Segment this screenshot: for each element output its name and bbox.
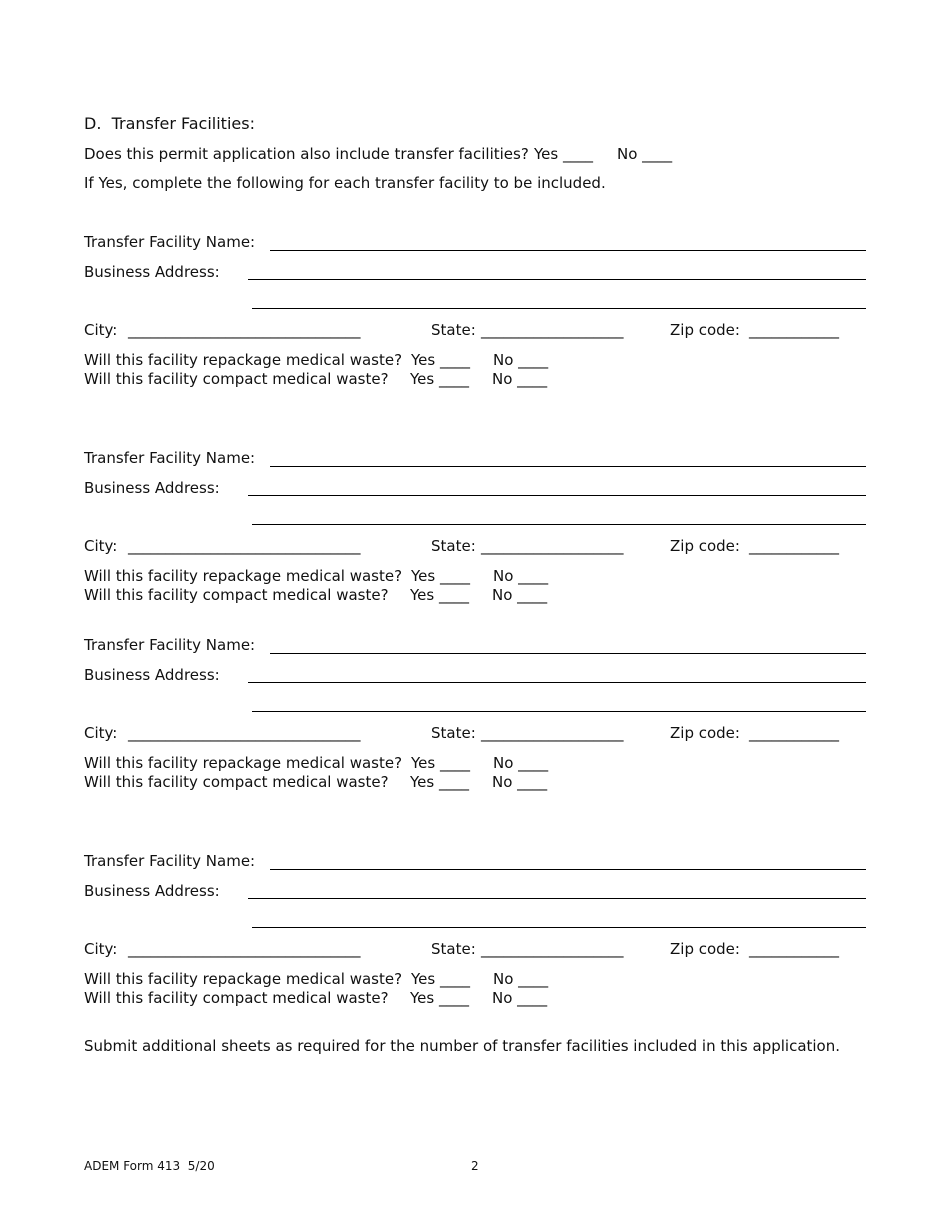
facility-4-repackage-yes[interactable]: Yes ____ (411, 970, 470, 988)
facility-4-repackage-no[interactable]: No ____ (493, 970, 549, 988)
facility-2-address-field-1[interactable] (248, 495, 866, 496)
facility-3-compact-question: Will this facility compact medical waste? (84, 773, 389, 791)
facility-4-address-label: Business Address: (84, 882, 220, 900)
facility-3-compact-yes[interactable]: Yes ____ (410, 773, 469, 791)
facility-3-compact-no[interactable]: No ____ (492, 773, 548, 791)
include-no-field[interactable]: No ____ (617, 145, 673, 163)
facility-4-state-label: State: (431, 940, 476, 958)
facility-3-state-field[interactable]: ___________________ (481, 724, 624, 742)
facility-2-city-label: City: (84, 537, 118, 555)
additional-sheets-note: Submit additional sheets as required for the number of transfer facilities included in this application. (84, 1037, 841, 1055)
facility-2-name-label: Transfer Facility Name: (84, 449, 256, 467)
include-question: Does this permit application also include transfer facilities? (84, 145, 529, 163)
facility-4-compact-question: Will this facility compact medical waste? (84, 989, 389, 1007)
facility-4-city-label: City: (84, 940, 118, 958)
facility-4-zip-label: Zip code: (670, 940, 740, 958)
facility-2-zip-field[interactable]: ____________ (749, 537, 839, 555)
facility-1-city-label: City: (84, 321, 118, 339)
facility-4-compact-yes[interactable]: Yes ____ (410, 989, 469, 1007)
facility-2-city-field[interactable]: _______________________________ (128, 537, 361, 555)
facility-1-address-label: Business Address: (84, 263, 220, 281)
facility-3-repackage-yes[interactable]: Yes ____ (411, 754, 470, 772)
facility-1-city-field[interactable]: _______________________________ (128, 321, 361, 339)
facility-2-zip-label: Zip code: (670, 537, 740, 555)
facility-3-address-field-2[interactable] (252, 711, 866, 712)
facility-1-address-field-1[interactable] (248, 279, 866, 280)
facility-3-zip-field[interactable]: ____________ (749, 724, 839, 742)
facility-2-repackage-question: Will this facility repackage medical waste? (84, 567, 403, 585)
facility-3-city-field[interactable]: _______________________________ (128, 724, 361, 742)
page-number: 2 (471, 1159, 479, 1173)
facility-4-address-field-2[interactable] (252, 927, 866, 928)
facility-2-repackage-no[interactable]: No ____ (493, 567, 549, 585)
facility-3-state-label: State: (431, 724, 476, 742)
facility-2-name-field[interactable] (270, 466, 866, 467)
facility-1-repackage-no[interactable]: No ____ (493, 351, 549, 369)
facility-3-address-field-1[interactable] (248, 682, 866, 683)
facility-1-compact-no[interactable]: No ____ (492, 370, 548, 388)
facility-1-name-field[interactable] (270, 250, 866, 251)
facility-4-repackage-question: Will this facility repackage medical waste? (84, 970, 403, 988)
form-id: ADEM Form 413 5/20 (84, 1159, 215, 1173)
facility-1-repackage-question: Will this facility repackage medical waste? (84, 351, 403, 369)
facility-3-repackage-no[interactable]: No ____ (493, 754, 549, 772)
facility-4-zip-field[interactable]: ____________ (749, 940, 839, 958)
facility-2-state-field[interactable]: ___________________ (481, 537, 624, 555)
facility-1-compact-question: Will this facility compact medical waste? (84, 370, 389, 388)
facility-2-compact-question: Will this facility compact medical waste? (84, 586, 389, 604)
section-title: D. Transfer Facilities: (84, 114, 255, 133)
facility-1-state-field[interactable]: ___________________ (481, 321, 624, 339)
facility-2-state-label: State: (431, 537, 476, 555)
facility-3-city-label: City: (84, 724, 118, 742)
facility-4-name-label: Transfer Facility Name: (84, 852, 256, 870)
include-yes-field[interactable]: Yes ____ (534, 145, 593, 163)
facility-4-compact-no[interactable]: No ____ (492, 989, 548, 1007)
facility-3-zip-label: Zip code: (670, 724, 740, 742)
facility-3-address-label: Business Address: (84, 666, 220, 684)
facility-4-state-field[interactable]: ___________________ (481, 940, 624, 958)
facility-3-name-field[interactable] (270, 653, 866, 654)
facility-4-city-field[interactable]: _______________________________ (128, 940, 361, 958)
facility-3-repackage-question: Will this facility repackage medical waste? (84, 754, 403, 772)
facility-1-compact-yes[interactable]: Yes ____ (410, 370, 469, 388)
facility-1-name-label: Transfer Facility Name: (84, 233, 256, 251)
facility-1-address-field-2[interactable] (252, 308, 866, 309)
facility-1-zip-label: Zip code: (670, 321, 740, 339)
instruction-text: If Yes, complete the following for each transfer facility to be included. (84, 174, 606, 192)
facility-2-address-label: Business Address: (84, 479, 220, 497)
facility-3-name-label: Transfer Facility Name: (84, 636, 256, 654)
facility-1-state-label: State: (431, 321, 476, 339)
facility-4-address-field-1[interactable] (248, 898, 866, 899)
facility-1-zip-field[interactable]: ____________ (749, 321, 839, 339)
facility-2-compact-yes[interactable]: Yes ____ (410, 586, 469, 604)
facility-1-repackage-yes[interactable]: Yes ____ (411, 351, 470, 369)
facility-2-compact-no[interactable]: No ____ (492, 586, 548, 604)
facility-2-repackage-yes[interactable]: Yes ____ (411, 567, 470, 585)
facility-4-name-field[interactable] (270, 869, 866, 870)
facility-2-address-field-2[interactable] (252, 524, 866, 525)
